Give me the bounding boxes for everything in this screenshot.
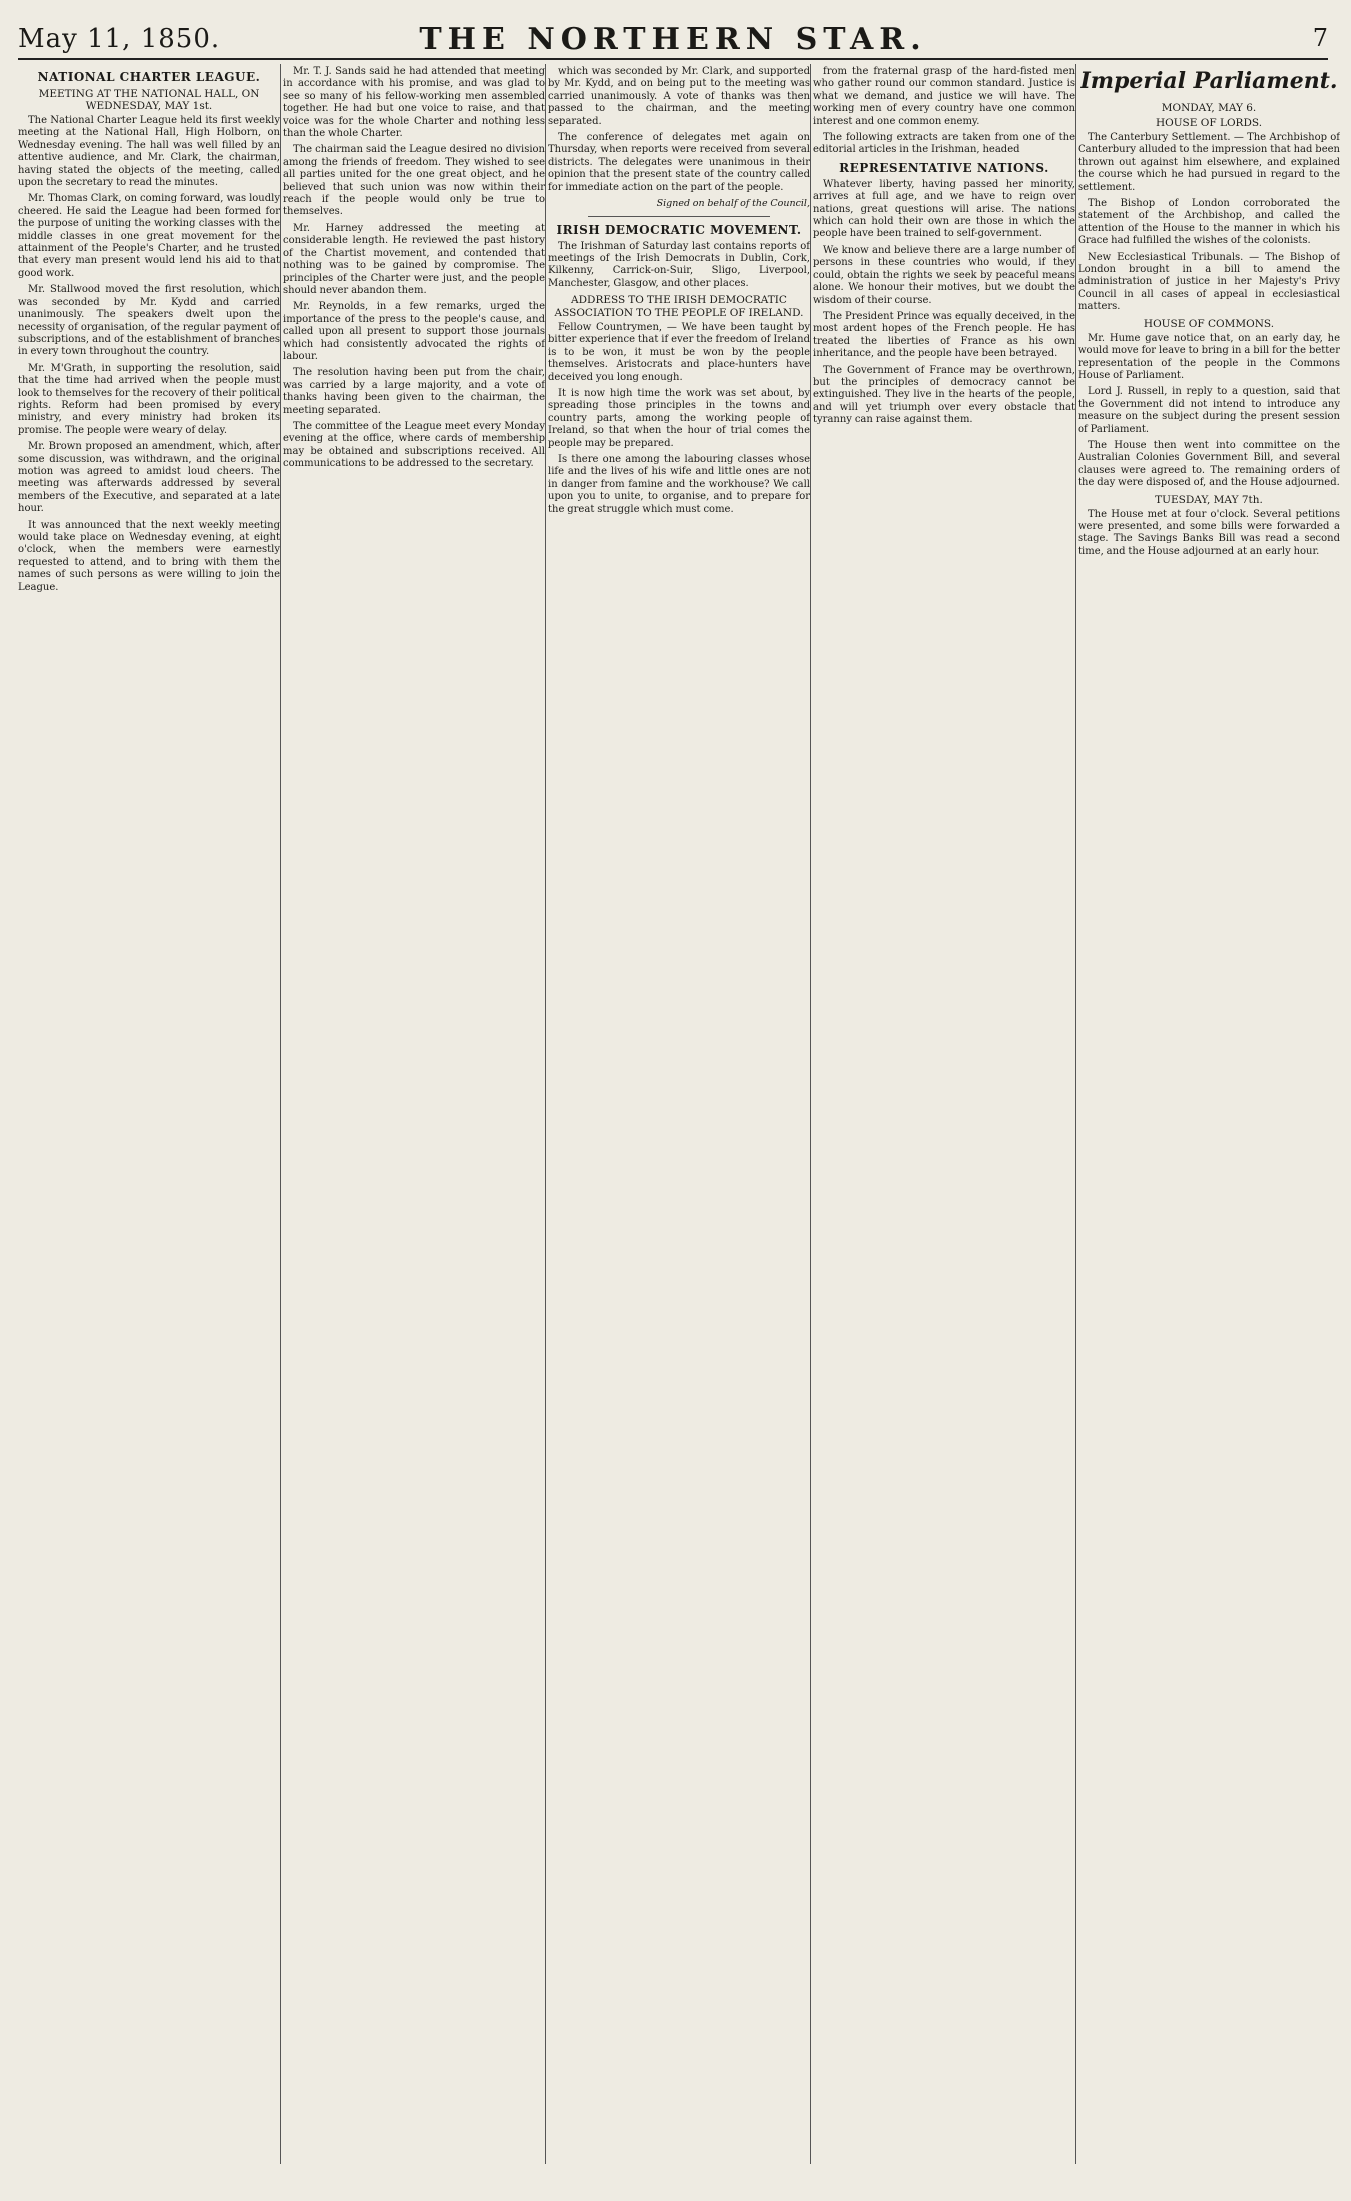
paragraph: The chairman said the League desired no division among the friends of freedom. They wished to see all parties united for the one great object, and he believed that such union was now within their reach if the people would only be true to themselves. [283, 144, 545, 218]
paragraph: Mr. Stallwood moved the first resolution, which was seconded by Mr. Kydd and carried unanimously. The speakers dwelt upon the necessity of organisation, of the regular payment of subscriptions, and of the establishment of branches in every town throughout the country. [18, 284, 280, 358]
paragraph: which was seconded by Mr. Clark, and supported by Mr. Kydd, and on being put to the meeting was carried unanimously. A vote of thanks was then passed to the chairman, and the meeting separated. [548, 66, 810, 127]
paragraph: Whatever liberty, having passed her minority, arrives at full age, and we have to reign over nations, great questions will arise. The nations which can hold their own are those in which the people have been trained to self-government. [813, 178, 1075, 240]
paragraph: The following extracts are taken from one of the editorial articles in the Irishman, headed [813, 132, 1075, 156]
column-4 [813, 66, 1075, 2156]
column-3 [548, 66, 810, 2156]
article-body [1078, 333, 1340, 490]
article-body [813, 179, 1075, 427]
paragraph: The Canterbury Settlement. — The Archbishop of Canterbury alluded to the impression that had been thrown out against him elsewhere, and explained the course which he had pursued in regard to the settlement. [1078, 132, 1340, 193]
column-rule [1075, 64, 1076, 2164]
paragraph: Mr. M'Grath, in supporting the resolution, said that the time had arrived when the people must look to themselves for the recovery of their political rights. Reform had been promised by every ministry, and every ministry had broken its promise. The people were weary of delay. [18, 362, 280, 436]
paragraph: The National Charter League held its first weekly meeting at the National Hall, High Holborn, on Wednesday evening. The hall was well filled by an attentive audience, and Mr. Clark, the chairman, having stated the objects of the meeting, called upon the secretary to read the minutes. [18, 115, 280, 189]
paragraph: The House then went into committee on the Australian Colonies Government Bill, and several clauses were agreed to. The remaining orders of the day were disposed of, and the House adjourned. [1078, 439, 1340, 489]
article-body [548, 241, 810, 517]
masthead [18, 20, 1328, 60]
column-rule [545, 64, 546, 2164]
paragraph: It is now high time the work was set about, by spreading those principles in the towns and country parts, among the working people of Ireland, so that when the hour of trial comes the people may be prepared. [548, 388, 810, 449]
article-body [1078, 509, 1340, 559]
article-body [813, 66, 1075, 157]
section-divider [588, 216, 770, 217]
paragraph: The Bishop of London corroborated the statement of the Archbishop, and called the attention of the House to the manner in which his Grace had fulfilled the wishes of the colonists. [1078, 198, 1340, 247]
article-heading: IRISH DEMOCRATIC MOVEMENT. [556, 222, 802, 237]
section-heading: Imperial Parliament. [1080, 68, 1338, 94]
date-subheading: TUESDAY, MAY 7th. [1155, 493, 1263, 506]
paragraph: Mr. Harney addressed the meeting at considerable length. He reviewed the past history of the Chartist movement, and contended that nothing was to be gained by compromise. The principles of the Charter were just, and the people should never abandon them. [283, 222, 545, 296]
newspaper-title: THE NORTHERN STAR. [419, 22, 927, 57]
paragraph: We know and believe there are a large number of persons in these countries who would, if they could, obtain the rights we seek by peaceful means alone. We honour their motives, but we doubt the wisdom of their course. [813, 244, 1075, 306]
paragraph: Lord J. Russell, in reply to a question, said that the Government did not intend to introduce any measure on the subject during the present session of Parliament. [1078, 386, 1340, 435]
paragraph: The Irishman of Saturday last contains reports of meetings of the Irish Democrats in Dublin, Cork, Kilkenny, Carrick-on-Suir, Sligo, Liverpool, Manchester, Glasgow, and other places. [548, 240, 810, 289]
paragraph: Mr. Reynolds, in a few remarks, urged the importance of the press to the people's cause, and called upon all present to support those journals which had consistently advocated the rights of labour. [283, 301, 545, 362]
column-5 [1078, 66, 1340, 2156]
paragraph: The President Prince was equally deceived, in the most ardent hopes of the French people. He has treated the liberties of France as his own inheritance, and the people have been betrayed. [813, 310, 1075, 360]
column-rule [280, 64, 281, 2164]
column-2 [283, 66, 545, 2156]
article-body [283, 66, 545, 471]
paragraph: The committee of the League meet every Monday evening at the office, where cards of membership may be obtained and subscriptions received. All communications to be addressed to the secretary. [283, 420, 545, 470]
paragraph: The House met at four o'clock. Several petitions were presented, and some bills were forwarded a stage. The Savings Banks Bill was read a second time, and the House adjourned at an early hour. [1078, 508, 1340, 557]
paragraph: Fellow Countrymen, — We have been taught by bitter experience that if ever the freedom of Ireland is to be won, it must be won by the people themselves. Aristocrats and place-hunters have deceived you long enough. [548, 322, 810, 383]
article-heading: NATIONAL CHARTER LEAGUE. [37, 70, 261, 84]
paragraph: The resolution having been put from the chair, was carried by a large majority, and a vote of thanks having been given to the chairman, the meeting separated. [283, 367, 545, 416]
column-rule [810, 64, 811, 2164]
column-1 [18, 66, 280, 2156]
paragraph: Mr. Thomas Clark, on coming forward, was loudly cheered. He said the League had been formed for the purpose of uniting the working classes with the middle classes in one great movement for the attainment of the People's Charter, and he trusted that every man present would lend his aid to that good work. [18, 193, 280, 279]
paragraph: Mr. Hume gave notice that, on an early day, he would move for leave to bring in a bill for the better representation of the people in the Commons House of Parliament. [1078, 332, 1340, 381]
paragraph: It was announced that the next weekly meeting would take place on Wednesday evening, at eight o'clock, when the members were earnestly requested to attend, and to bring with them the names of such persons as were willing to join the League. [18, 519, 280, 593]
address-heading: ADDRESS TO THE IRISH DEMOCRATIC ASSOCIATION TO THE PEOPLE OF IRELAND. [554, 294, 804, 319]
paragraph: The conference of delegates met again on Thursday, when reports were received from several districts. The delegates were unanimous in their opinion that the present state of the country called for immediate action on the part of the people. [548, 132, 810, 193]
house-heading: HOUSE OF COMMONS. [1143, 317, 1275, 330]
date-subheading: MONDAY, MAY 6. [1161, 102, 1257, 114]
paragraph: Mr. T. J. Sands said he had attended that meeting in accordance with his promise, and was glad to see so many of his fellow-working men assembled together. He had but one voice to raise, and that voice was for the whole Charter and nothing less than the whole Charter. [283, 66, 545, 140]
paragraph: The Government of France may be overthrown, but the principles of democracy cannot be extinguished. They live in the hearts of the people, and will yet triumph over every obstacle that tyranny can raise against them. [813, 364, 1075, 426]
signature-line: Signed on behalf of the Council, [656, 198, 810, 210]
article-body [1078, 132, 1340, 314]
issue-date: May 11, 1850. [18, 24, 221, 54]
house-heading: HOUSE OF LORDS. [1155, 117, 1263, 129]
article-body [18, 115, 280, 594]
page-number: 7 [1312, 24, 1328, 52]
article-heading: REPRESENTATIVE NATIONS. [839, 160, 1049, 175]
paragraph: New Ecclesiastical Tribunals. — The Bishop of London brought in a bill to amend the administration of justice in her Majesty's Privy Council in all cases of appeal in ecclesiastical matters. [1078, 251, 1340, 313]
paragraph: Is there one among the labouring classes whose life and the lives of his wife and little ones are not in danger from famine and the workhouse? We call upon you to unite, to organise, and to prepare for the great struggle which must come. [548, 454, 810, 515]
paragraph: Mr. Brown proposed an amendment, which, after some discussion, was withdrawn, and the original motion was agreed to amidst loud cheers. The meeting was afterwards addressed by several members of the Executive, and separated at a late hour. [18, 441, 280, 515]
paragraph: from the fraternal grasp of the hard-fisted men who gather round our common standard. Justice is what we demand, and justice we will have. The working men of every country have one common interest and one common enemy. [813, 66, 1075, 127]
article-subheading: MEETING AT THE NATIONAL HALL, ON WEDNESDAY, MAY 1st. [38, 88, 260, 112]
article-body [548, 66, 810, 210]
